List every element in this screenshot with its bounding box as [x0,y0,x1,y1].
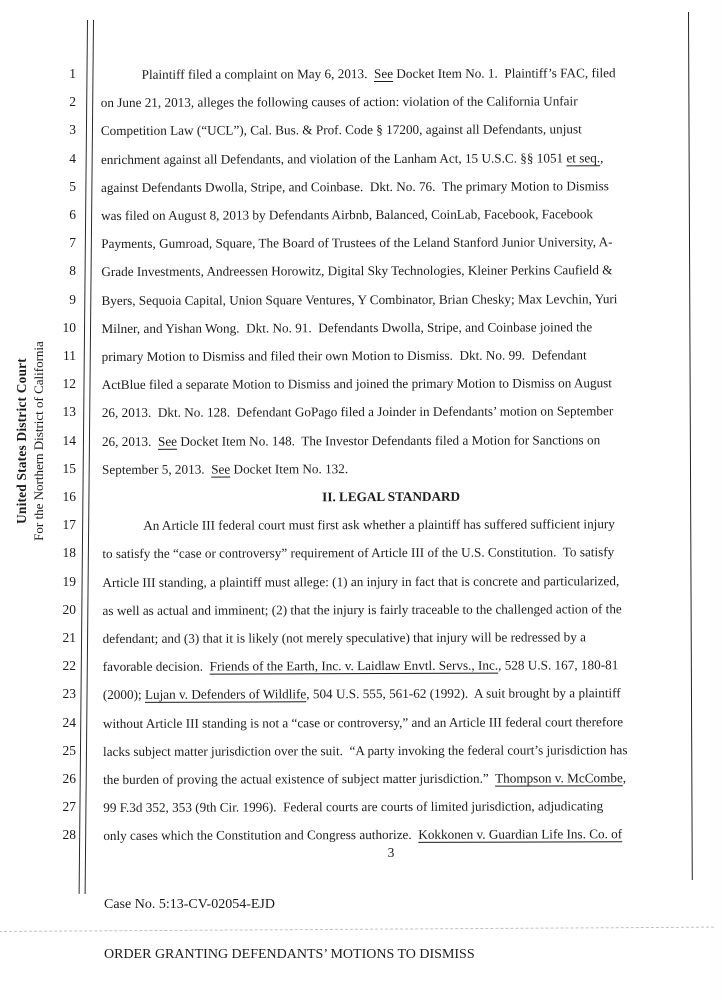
body-line: defendant; and (3) that it is likely (not merely speculative) that injury will be redressed by a [102,629,587,647]
body-line: 99 F.3d 352, 353 (9th Cir. 1996). Federal courts are courts of limited jurisdiction, adjudicating [103,798,604,816]
line-number: 26 [62,771,76,786]
line-number: 14 [62,432,76,448]
line-number: 21 [62,630,76,645]
line-number: 25 [62,742,76,758]
line-number: 20 [62,601,76,617]
section-heading: II. LEGAL STANDARD [322,488,461,505]
line-number: 2 [69,94,76,110]
body-text [101,66,682,858]
body-line: ActBlue filed a separate Motion to Dismiss and joined the primary Motion to Dismiss on August [101,375,612,393]
body-line: Plaintiff filed a complaint on May 6, 2013. See Docket Item No. 1. Plaintiff’s FAC, filed [141,65,616,82]
line-number: 11 [63,348,76,363]
line-number: 1 [69,66,76,81]
body-line: Grade Investments, Andreessen Horowitz, Digital Sky Technologies, Kleiner Perkins Caufield & [101,262,613,280]
body-line: without Article III standing is not a “case or controversy,” and an Article III federal court therefore [102,713,624,731]
body-line: Byers, Sequoia Capital, Union Square Ventures, Y Combinator, Brian Chesky; Max Levchin, Yuri [101,290,618,308]
court-district: For the Northern District of California [31,341,46,541]
line-number: 5 [69,178,76,194]
line-number: 13 [62,404,76,420]
line-number: 16 [62,489,76,504]
body-line: Competition Law (“UCL”), Cal. Bus. & Prof. Code § 17200, against all Defendants, unjust [100,121,582,139]
body-line: the burden of proving the actual existence of subject matter jurisdiction.” Thompson v. McCombe, [103,770,627,788]
court-name-sidebar [13,325,47,557]
line-number: 17 [62,517,76,533]
line-number: 24 [62,714,76,730]
body-line: An Article III federal court must first ask whether a plaintiff has suffered sufficient injury [143,516,615,534]
body-line: 26, 2013. Dkt. No. 128. Defendant GoPago filed a Joinder in Defendants’ motion on September [101,403,614,421]
line-number: 9 [69,291,76,307]
body-line: Milner, and Yishan Wong. Dkt. No. 91. Defendants Dwolla, Stripe, and Coinbase joined the [101,319,593,336]
line-number: 22 [62,658,76,674]
footer-order-title: ORDER GRANTING DEFENDANTS’ MOTIONS TO DISMISS [104,946,475,962]
line-number: 27 [62,799,76,815]
line-number: 12 [62,376,76,392]
line-number: 18 [62,545,76,561]
line-number: 8 [69,263,76,279]
body-line: as well as actual and imminent; (2) that the injury is fairly traceable to the challenged action of the [102,600,622,618]
right-rule [688,12,693,880]
line-number: 7 [69,235,76,251]
body-line: to satisfy the “case or controversy” requirement of Article III of the U.S. Constitution. To satisfy [102,544,615,562]
court-name: United States District Court [14,358,29,524]
line-number: 28 [62,827,76,843]
body-line: was filed on August 8, 2013 by Defendants Airbnb, Balanced, CoinLab, Facebook, Facebook [101,206,594,224]
body-line: (2000); Lujan v. Defenders of Wildlife, 504 U.S. 555, 561-62 (1992). A suit brought by a plaintiff [102,685,621,703]
line-number: 4 [69,150,76,166]
line-number: 23 [62,686,76,702]
line-number: 19 [62,573,76,589]
line-number: 15 [62,460,76,476]
body-line: favorable decision. Friends of the Earth, Inc. v. Laidlaw Envtl. Servs., Inc., 528 U.S. 167, 180-81 [102,657,619,675]
body-line: enrichment against all Defendants, and violation of the Lanham Act, 15 U.S.C. §§ 1051 et seq., [100,149,604,167]
body-line: Payments, Gumroad, Square, The Board of Trustees of the Leland Stanford Junior University, A- [101,234,613,252]
body-line: only cases which the Constitution and Congress authorize. Kokkonen v. Guardian Life Ins. Co. of [103,826,623,844]
line-number: 3 [69,122,76,138]
body-line: 26, 2013. See Docket Item No. 148. The Investor Defendants filed a Motion for Sanctions on [101,431,601,449]
left-double-rule [79,20,94,894]
footer-case-number: Case No. 5:13-CV-02054-EJD [104,897,275,912]
body-line: primary Motion to Dismiss and filed their own Motion to Dismiss. Dkt. No. 99. Defendant [101,347,587,365]
line-number: 6 [69,207,76,222]
line-number: 10 [62,319,76,335]
body-line: lacks subject matter jurisdiction over the suit. “A party invoking the federal court’s jurisdiction has [102,741,628,759]
body-line: September 5, 2013. See Docket Item No. 132. [101,460,349,477]
page-number: 3 [387,845,395,860]
body-line: on June 21, 2013, alleges the following causes of action: violation of the California Unfair [100,93,578,111]
body-line: Article III standing, a plaintiff must allege: (1) an injury in fact that is concrete and particularized, [102,572,620,590]
body-line: against Defendants Dwolla, Stripe, and Coinbase. Dkt. No. 76. The primary Motion to Dismiss [101,178,609,195]
